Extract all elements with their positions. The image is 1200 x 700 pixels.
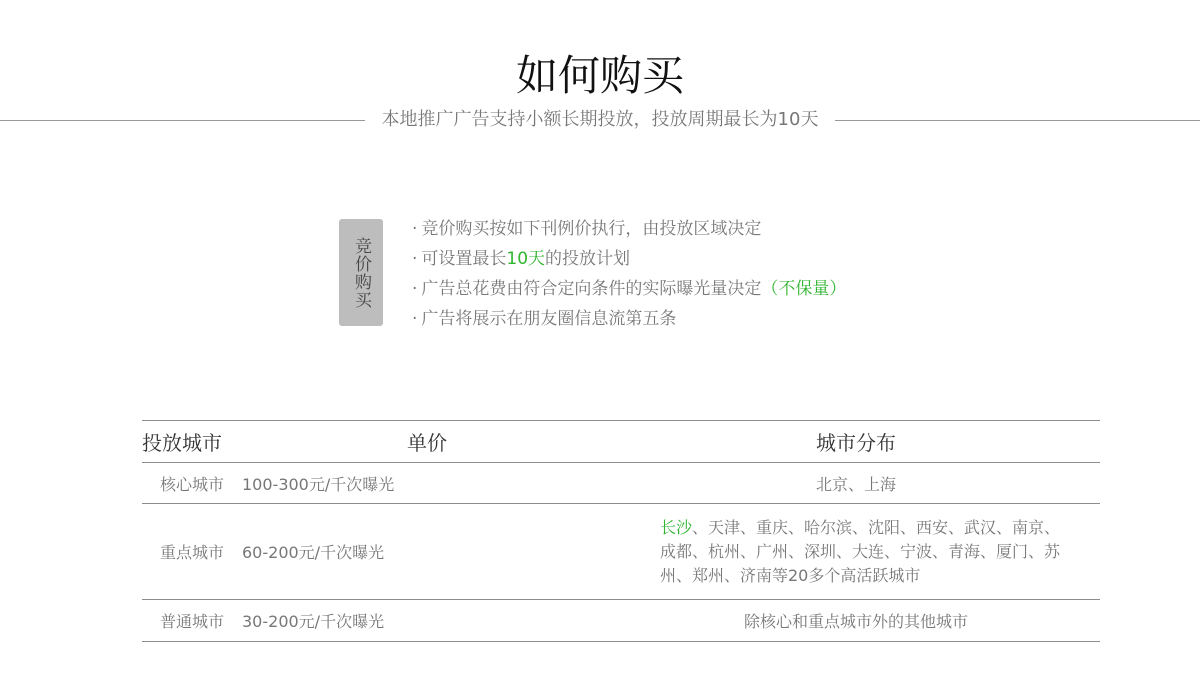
distribution-highlight: 长沙 [660,517,693,537]
table-header-row [142,421,1100,463]
bullet-text: 广告将展示在朋友圈信息流第五条 [421,309,677,329]
table-row [142,463,1100,504]
cell-distribution: 除核心和重点城市外的其他城市 [612,600,1100,642]
cell-price: 30-200元/千次曝光 [242,600,612,642]
bullet-highlight: 10天 [506,249,546,269]
bullet-dot: · [412,249,418,269]
cell-city: 重点城市 [142,504,242,600]
bullet-item [412,244,846,274]
bullet-text: 竞价购买按如下刊例价执行，由投放区域决定 [421,219,762,239]
divider-right [835,120,1200,121]
header-city: 投放城市 [142,421,242,463]
bullet-text: 广告总花费由符合定向条件的实际曝光量决定 [421,279,762,299]
bullet-item [412,214,846,244]
page-title: 如何购买 [515,51,684,100]
page-subtitle: 本地推广广告支持小额长期投放，投放周期最长为10天 [381,109,819,130]
bullet-text: 可设置最长 [421,249,507,269]
bidding-badge [339,219,383,326]
bullet-text: 的投放计划 [545,249,631,269]
bidding-badge-label: 竞价购买 [351,236,371,309]
divider-left [0,120,365,121]
pricing-table [142,420,1100,642]
bullet-dot: · [412,219,418,239]
bullet-dot: · [412,309,418,329]
cell-price: 100-300元/千次曝光 [242,463,612,504]
table-row [142,600,1100,642]
distribution-rest: 、天津、重庆、哈尔滨、沈阳、西安、武汉、南京、成都、杭州、广州、深圳、大连、宁波、青海、厦门、苏州、郑州、济南等20多个高活跃城市 [660,517,1061,585]
bullet-highlight: （不保量） [761,279,847,299]
subtitle-row [0,106,1200,134]
distribution-text [612,516,1100,588]
bullet-item [412,274,846,304]
cell-city: 普通城市 [142,600,242,642]
header-price: 单价 [242,421,612,463]
cell-distribution: 北京、上海 [612,463,1100,504]
header-distribution: 城市分布 [612,421,1100,463]
bullet-list [412,214,846,334]
cell-price: 60-200元/千次曝光 [242,504,612,600]
bullet-item [412,304,846,334]
table-row [142,504,1100,600]
bullet-dot: · [412,279,418,299]
cell-distribution [612,504,1100,600]
cell-city: 核心城市 [142,463,242,504]
